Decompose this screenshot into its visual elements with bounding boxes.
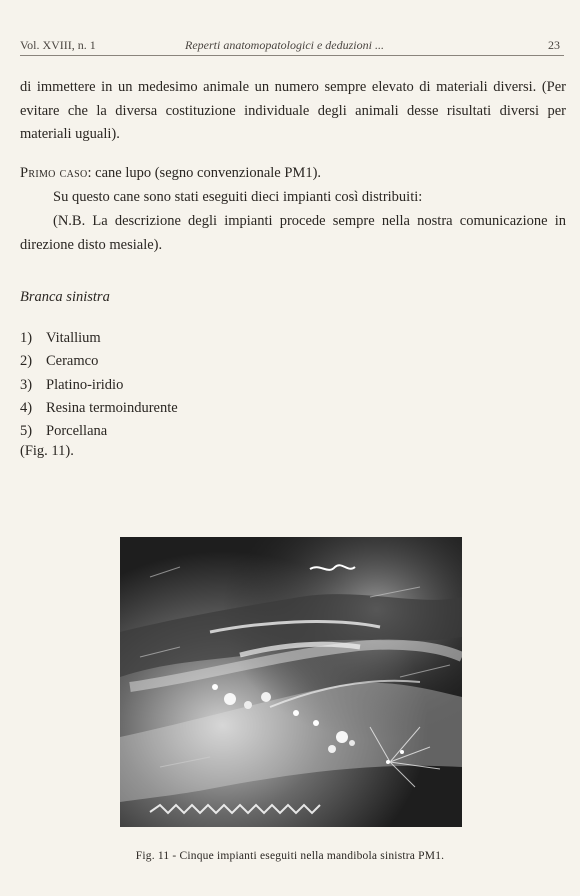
list-item — [20, 350, 178, 373]
list-item — [20, 374, 178, 397]
body-paragraph: Su questo cane sono stati eseguiti dieci impianti così distribuiti: — [53, 189, 423, 205]
section-title: Branca sinistra — [20, 289, 110, 305]
list-item-number: 5) — [20, 423, 33, 440]
figure-reference: (Fig. 11). — [20, 443, 74, 459]
list-item-number: 1) — [20, 330, 33, 346]
case-label: Primo caso — [20, 165, 88, 181]
running-title: Reperti anatomopatologici e deduzioni ... — [185, 38, 384, 52]
list-item-label: Vitallium — [46, 330, 101, 346]
implant-list — [20, 327, 178, 443]
volume-label: Vol. XVIII, n. 1 — [20, 38, 96, 52]
case-heading — [20, 162, 566, 186]
radiograph-photo — [120, 537, 462, 827]
list-item-number: 4) — [20, 399, 33, 416]
list-item-label: Ceramco — [46, 353, 99, 370]
case-text: : cane lupo (segno convenzionale PM1). — [87, 165, 322, 181]
running-header — [20, 38, 564, 58]
note-paragraph: (N.B. La descrizione degli impianti procede sempre nella nostra comunicazione in direzione disto mesiale). — [20, 213, 566, 253]
list-item-label: Porcellana — [46, 423, 108, 440]
figure-caption: Fig. 11 - Cinque impianti eseguiti nella mandibola sinistra PM1. — [135, 850, 445, 862]
radiograph-image — [120, 537, 462, 827]
list-item-label: Resina termoindurente — [46, 399, 178, 416]
list-item — [20, 397, 178, 420]
list-item-number: 3) — [20, 376, 33, 393]
list-item — [20, 327, 178, 350]
header-rule — [20, 55, 564, 56]
page-number: 23 — [548, 38, 560, 52]
list-item-number: 2) — [20, 353, 33, 370]
list-item-label: Platino-iridio — [46, 376, 124, 393]
body-paragraph: di immettere in un medesimo animale un numero sempre elevato di materiali diversi. (Per evitare che la diversa costituzione individuale degli animali desse risultati diversi per materiali uguali). — [20, 79, 566, 142]
list-item — [20, 420, 178, 443]
